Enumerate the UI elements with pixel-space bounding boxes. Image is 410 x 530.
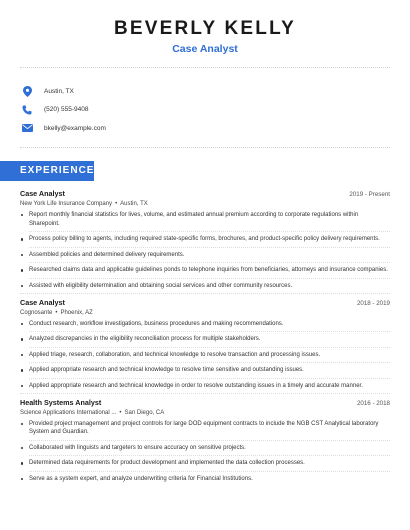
job-entry xyxy=(20,189,390,294)
job-location: Austin, TX xyxy=(120,201,148,207)
job-location: San Diego, CA xyxy=(124,409,165,416)
job-bullet: Assembled policies and determined delivery requirements. xyxy=(20,251,390,264)
experience-list xyxy=(20,189,390,488)
job-title: Health Systems Analyst xyxy=(20,397,102,407)
job-bullet: Conduct research, workflow investigations, business procedures and making recommendations. xyxy=(20,320,390,333)
candidate-name: BEVERLY KELLY xyxy=(113,18,297,39)
job-bullets xyxy=(20,320,390,391)
job-entry xyxy=(20,298,390,394)
contact-phone xyxy=(20,101,390,119)
header-divider xyxy=(20,67,390,68)
contact-divider xyxy=(20,147,390,148)
job-head xyxy=(20,398,390,409)
email-text: bkelly@example.com xyxy=(44,124,106,132)
candidate-title: Case Analyst xyxy=(172,43,238,55)
experience-label: EXPERIENCE xyxy=(20,165,95,176)
job-dates: 2016 - 2018 xyxy=(356,399,390,407)
job-bullet: Applied appropriate research and technical knowledge in order to resolve outstanding issues in a timely and accurate manner. xyxy=(20,382,390,391)
job-bullet: Collaborated with linguists and targeters to ensure accuracy on sensitive projects. xyxy=(20,444,390,457)
contact-location xyxy=(20,82,390,100)
job-bullets xyxy=(20,211,390,291)
contact-email xyxy=(20,119,390,137)
job-bullet: Researched claims data and applicable guidelines ponds to telephone inquiries from beneficiaries, attorneys and insurance companies. xyxy=(20,266,390,279)
job-bullet: Serve as a system expert, and analyze underwriting criteria for Financial Institutions. xyxy=(20,475,390,484)
job-divider xyxy=(20,393,390,394)
location-text: Austin, TX xyxy=(44,87,74,95)
job-bullet: Assisted with eligibility determination and obtaining social services and other community resources. xyxy=(20,282,390,291)
job-head xyxy=(20,189,390,200)
job-meta xyxy=(20,309,390,318)
phone-text: (520) 555-9408 xyxy=(44,106,89,113)
job-dates: 2018 - 2019 xyxy=(356,299,390,307)
resume-header xyxy=(0,18,410,55)
job-company: New York Life Insurance Company xyxy=(20,201,113,207)
job-company: Cognosante xyxy=(20,309,53,316)
meta-separator: • xyxy=(115,201,118,207)
job-bullets xyxy=(20,420,390,484)
job-bullet: Provided project management and project controls for large DOD equipment contracts to include the NGB CST Analytical laboratory System and Guardian. xyxy=(20,420,390,441)
job-meta xyxy=(20,409,390,418)
job-divider xyxy=(20,293,390,294)
meta-separator: • xyxy=(55,309,58,316)
map-pin-icon xyxy=(20,84,34,98)
contact-list xyxy=(20,82,390,138)
job-title: Case Analyst xyxy=(20,297,65,307)
job-bullet: Report monthly financial statistics for lives, volume, and estimated annual premium according to corporate regulations within Sharepoint. xyxy=(20,211,390,232)
envelope-icon xyxy=(20,121,34,135)
job-bullet: Process policy billing to agents, including required state-specific forms, brochures, and product-specific policy delivery requirements. xyxy=(20,235,390,248)
job-head xyxy=(20,298,390,309)
job-bullet: Applied appropriate research and technical knowledge to resolve time sensitive and outstanding issues. xyxy=(20,366,390,379)
job-bullet: Applied triage, research, collaboration, and technical knowledge to resolve transaction and processing issues. xyxy=(20,351,390,364)
job-title: Case Analyst xyxy=(20,189,65,198)
job-location: Phoenix, AZ xyxy=(60,309,93,316)
job-bullet: Analyzed discrepancies in the eligibility reconciliation process for multiple stakeholders. xyxy=(20,335,390,348)
experience-section-heading xyxy=(0,161,94,181)
job-entry xyxy=(20,398,390,484)
job-bullet: Determined data requirements for product development and implemented the data collection processes. xyxy=(20,459,390,472)
job-meta xyxy=(20,200,390,209)
job-company: Science Applications International ... xyxy=(20,409,117,416)
job-dates: 2019 - Present xyxy=(349,191,390,198)
meta-separator: • xyxy=(119,409,122,416)
phone-icon xyxy=(20,103,34,117)
